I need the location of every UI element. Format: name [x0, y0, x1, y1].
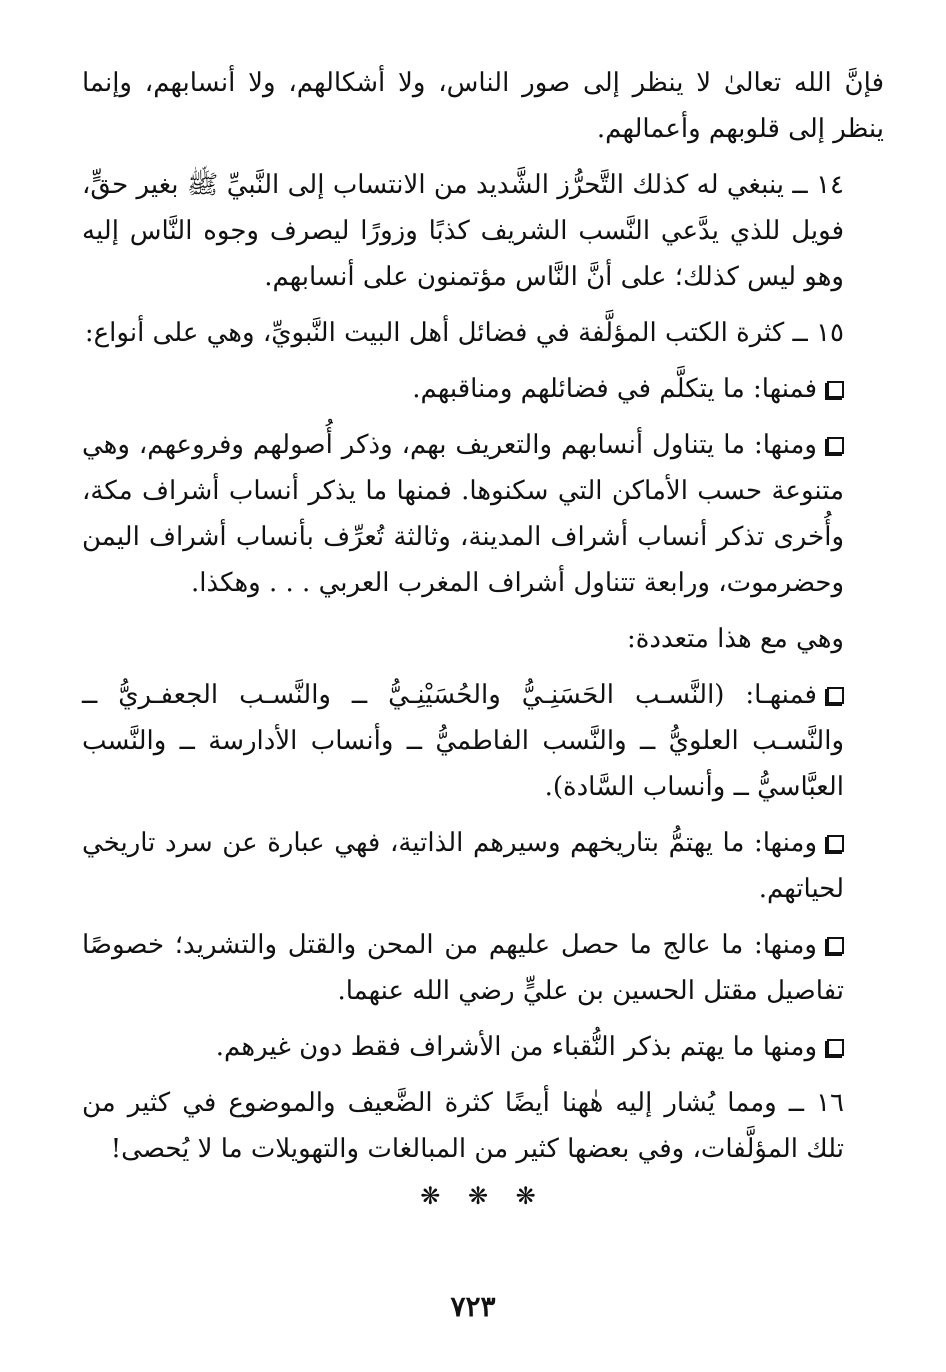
checkbox-square-icon — [827, 437, 844, 454]
paragraph-multiple: وهي مع هذا متعددة: — [626, 624, 844, 654]
bullet-text: ومنها: ما عالج ما حصل عليهم من المحن والقتل والتشريد؛ خصوصًا تفاصيل مقتل الحسين بن عليٍّ رضي الله عنهما. — [82, 930, 844, 1006]
bullet-paragraph-lineages — [82, 422, 884, 606]
page-number: ٧٢٣ — [450, 1290, 496, 1323]
bullet-text: ومنها: ما يتناول أنسابهم والتعريف بهم، وذكر أُصولهم وفروعهم، وهي متنوعة حسب الأماكن التي سكنوها. فمنها ما يذكر أنساب أشراف مكة، وأُخرى تذكر أنساب أشراف المدينة، وثالثة تُعرِّف بأنساب أشراف اليمن وحضرموت، ورابعة تتناول أشراف المغرب العربي . . . وهكذا. — [82, 430, 844, 598]
bullet-paragraph-history — [82, 820, 884, 912]
checkbox-square-icon — [827, 835, 844, 852]
bullet-text: فمنها: ما يتكلَّم في فضائلهم ومناقبهم. — [412, 374, 817, 404]
checkbox-square-icon — [827, 1039, 844, 1056]
bullet-text: ومنها ما يهتم بذكر النُّقباء من الأشراف فقط دون غيرهم. — [215, 1032, 817, 1062]
bullet-paragraph-nuqaba — [82, 1024, 884, 1070]
paragraph-item-14: ١٤ ــ ينبغي له كذلك التَّحرُّز الشَّديد من الانتساب إلى النَّبيِّ ﷺ بغير حقٍّ، فويل للذي يدَّعي النَّسب الشريف كذبًا وزورًا ليصرف وجوه النَّاس إليه وهو ليس كذلك؛ على أنَّ النَّاس مؤتمنون على أنسابهم. — [82, 170, 844, 292]
bullet-paragraph-lineage-types — [82, 672, 884, 810]
paragraph-opening: فإنَّ الله تعالىٰ لا ينظر إلى صور الناس، ولا أشكالهم، ولا أنسابهم، وإنما ينظر إلى قلوبهم وأعمالهم. — [82, 68, 884, 144]
paragraph-item-15: ١٥ ــ كثرة الكتب المؤلَّفة في فضائل أهل البيت النَّبويِّ، وهي على أنواع: — [84, 318, 844, 348]
bullet-paragraph-virtues — [82, 366, 884, 412]
checkbox-square-icon — [827, 381, 844, 398]
paragraph-item-16: ١٦ ــ ومما يُشار إليه هٰهنا أيضًا كثرة الضَّعيف والموضوع في كثير من تلك المؤلَّفات، وفي بعضها كثير من المبالغات والتهويلات ما لا يُحصى! — [82, 1088, 844, 1164]
bullet-text: ومنها: ما يهتمُّ بتاريخهم وسيرهم الذاتية، فهي عبارة عن سرد تاريخي لحياتهم. — [82, 828, 844, 904]
checkbox-square-icon — [827, 687, 844, 704]
checkbox-square-icon — [827, 937, 844, 954]
bullet-text: فمنهـا: (النَّسـب الحَسَنِـيُّ والحُسَيْنِـيُّ ــ والنَّسـب الجعفـريُّ ــ والنَّسـب العلويُّ ــ والنَّسب الفاطميُّ ــ وأنساب الأدارسة ــ والنَّسب العبَّاسيُّ ــ وأنساب السَّادة). — [82, 680, 844, 802]
section-separator: ❋ ❋ ❋ — [420, 1182, 546, 1210]
bullet-paragraph-trials — [82, 922, 884, 1014]
